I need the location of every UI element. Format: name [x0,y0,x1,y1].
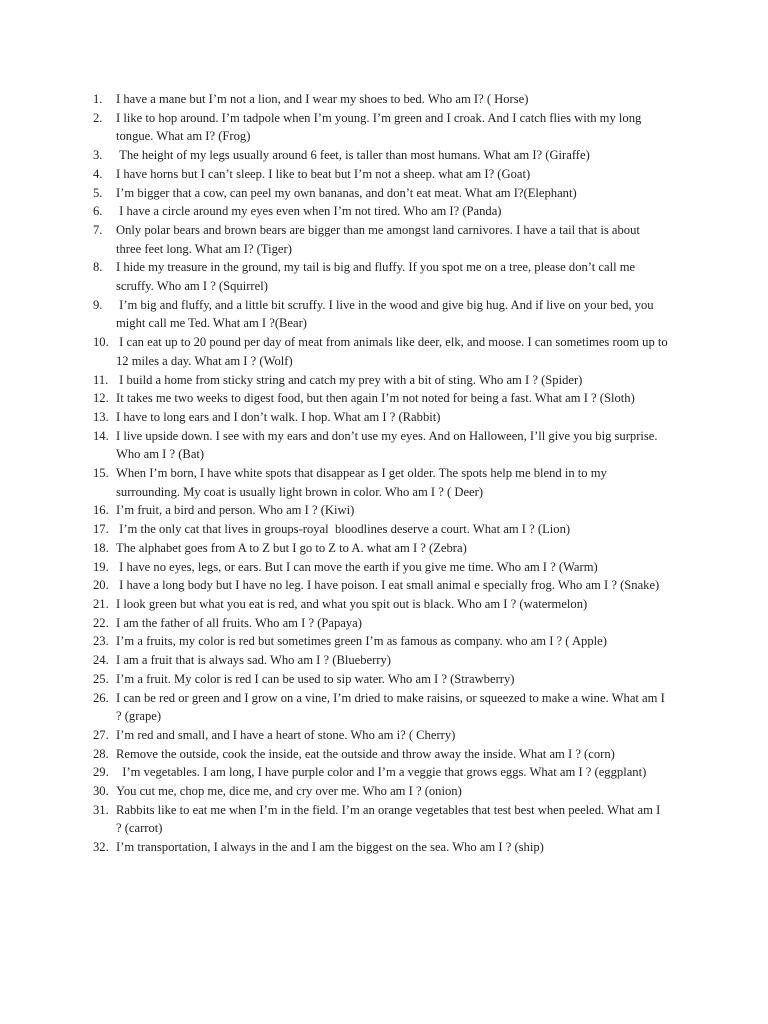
riddle-item [0,726,768,745]
riddle-text: I have a long body but I have no leg. I have poison. I eat small animal e specially frog. Who am I ? (Snake) [116,578,660,593]
riddle-text: I’m a fruit. My color is red I can be used to sip water. Who am I ? (Strawberry) [116,671,515,686]
riddle-text: You cut me, chop me, dice me, and cry over me. Who am I ? (onion) [116,784,462,799]
riddle-number: 11. [93,372,109,387]
riddle-number: 15. [93,466,109,481]
riddle-text: I have a mane but I’m not a lion, and I wear my shoes to bed. Who am I? ( Horse) [116,92,529,106]
riddle-text: I have horns but I can’t sleep. I like to beat but I’m not a sheep. what am I? (Goat) [116,166,531,181]
riddle-text: I can eat up to 20 pound per day of meat from animals like deer, elk, and moose. I can sometimes room up to 12 miles a day. What am I ? (Wolf) [116,335,671,368]
riddle-number: 9. [93,297,103,312]
riddle-text: I am the father of all fruits. Who am I ? (Papaya) [116,615,362,630]
riddle-number: 30. [93,784,109,799]
riddle-text: I’m big and fluffy, and a little bit scruffy. I live in the wood and give big hug. And if live on your bed, you might call me Ted. What am I ?(Bear) [116,297,657,331]
riddle-number: 24. [93,653,109,668]
riddle-item [0,296,768,333]
riddle-text: I build a home from sticky string and catch my prey with a bit of sting. Who am I ? (Spider) [116,372,583,387]
riddle-item [0,576,768,595]
riddle-number: 28. [93,746,109,761]
riddle-number: 21. [93,596,109,611]
riddle-item [0,558,768,577]
riddle-text: I’m the only cat that lives in groups-royal bloodlines deserve a court. What am I ? (Lion) [116,522,571,537]
riddle-item [0,258,768,295]
riddle-item [0,632,768,651]
riddle-number: 16. [93,503,109,518]
riddle-text: I have no eyes, legs, or ears. But I can move the earth if you give me time. Who am I ? (Warm) [116,559,598,574]
riddle-text: I look green but what you eat is red, and what you spit out is black. Who am I ? (watermelon) [116,596,588,611]
riddle-text: Rabbits like to eat me when I’m in the field. I’m an orange vegetables that test best when peeled. What am I ? (carrot) [116,802,664,836]
riddle-number: 12. [93,391,109,406]
riddle-item [0,614,768,633]
riddle-number: 2. [93,110,103,125]
riddle-number: 5. [93,185,103,200]
riddle-text: I’m fruit, a bird and person. Who am I ? (Kiwi) [116,503,355,518]
riddle-number: 6. [93,204,103,219]
riddle-item [0,165,768,184]
riddle-number: 20. [93,578,109,593]
riddle-number: 17. [93,522,109,537]
riddle-number: 32. [93,840,109,855]
riddle-item [0,501,768,520]
riddle-number: 18. [93,540,109,555]
riddle-text: I like to hop around. I’m tadpole when I’m young. I’m green and I croak. And I catch flies with my long tongue. What am I? (Frog) [116,110,645,144]
riddle-item [0,202,768,221]
riddle-number: 3. [93,148,103,163]
riddle-text: Only polar bears and brown bears are bigger than me amongst land carnivores. I have a tail that is about three feet long. What am I? (Tiger) [116,222,644,256]
riddle-item [0,651,768,670]
riddle-text: I live upside down. I see with my ears and don’t use my eyes. And on Halloween, I’ll give you big surprise. Who am I ? (Bat) [116,428,661,462]
riddle-item [0,389,768,408]
riddle-number: 4. [93,166,103,181]
riddle-item [0,520,768,539]
riddle-item [0,221,768,258]
riddle-item [0,184,768,203]
riddle-number: 1. [93,92,103,106]
riddle-number: 8. [93,260,103,275]
riddle-item [0,539,768,558]
riddle-item [0,90,768,109]
riddle-number: 19. [93,559,109,574]
riddle-number: 31. [93,802,109,817]
riddle-number: 13. [93,409,109,424]
riddle-item [0,801,768,838]
riddle-text: The alphabet goes from A to Z but I go to Z to A. what am I ? (Zebra) [116,540,467,555]
riddle-item [0,838,768,857]
riddle-text: The height of my legs usually around 6 feet, is taller than most humans. What am I? (Giraffe) [116,148,590,163]
riddle-list [0,90,768,857]
riddle-number: 27. [93,727,109,742]
riddle-item [0,782,768,801]
riddle-text: I’m bigger that a cow, can peel my own bananas, and don’t eat meat. What am I?(Elephant) [116,185,577,200]
riddle-number: 10. [93,335,109,350]
riddle-item [0,333,768,370]
riddle-item [0,427,768,464]
riddle-text: It takes me two weeks to digest food, but then again I’m not noted for being a fast. What am I ? (Sloth) [116,391,635,406]
riddle-item [0,670,768,689]
riddle-text: When I’m born, I have white spots that disappear as I get older. The spots help me blend in to my surrounding. My coat is usually light brown in color. Who am I ? ( Deer) [116,466,610,499]
riddle-text: I am a fruit that is always sad. Who am I ? (Blueberry) [116,653,391,668]
riddle-text: Remove the outside, cook the inside, eat the outside and throw away the inside. What am I ? (corn) [116,746,615,761]
riddle-number: 23. [93,634,109,649]
riddle-item [0,745,768,764]
riddle-item [0,689,768,726]
riddle-number: 14. [93,428,109,443]
riddle-number: 22. [93,615,109,630]
riddle-number: 29. [93,765,109,780]
riddle-item [0,146,768,165]
riddle-item [0,408,768,427]
riddle-text: I have to long ears and I don’t walk. I hop. What am I ? (Rabbit) [116,409,441,424]
riddle-number: 25. [93,671,109,686]
riddle-number: 7. [93,222,103,237]
riddle-text: I’m a fruits, my color is red but sometimes green I’m as famous as company. who am I ? ( Apple) [116,634,607,649]
riddle-item [0,371,768,390]
riddle-text: I’m red and small, and I have a heart of stone. Who am i? ( Cherry) [116,727,456,742]
riddle-text: I hide my treasure in the ground, my tail is big and fluffy. If you spot me on a tree, please don’t call me scruffy. Who am I ? (Squirrel) [116,260,639,294]
riddle-text: I have a circle around my eyes even when I’m not tired. Who am I? (Panda) [116,204,502,219]
riddle-item [0,763,768,782]
riddle-number: 26. [93,690,109,705]
riddle-item [0,595,768,614]
riddle-text: I’m transportation, I always in the and I am the biggest on the sea. Who am I ? (ship) [116,840,544,855]
riddle-item [0,464,768,501]
riddle-text: I’m vegetables. I am long, I have purple color and I’m a veggie that grows eggs. What am I ? (eggplant) [116,765,647,780]
riddle-item [0,109,768,146]
riddle-text: I can be red or green and I grow on a vine, I’m dried to make raisins, or squeezed to make a wine. What am I ? (grape) [116,690,668,724]
